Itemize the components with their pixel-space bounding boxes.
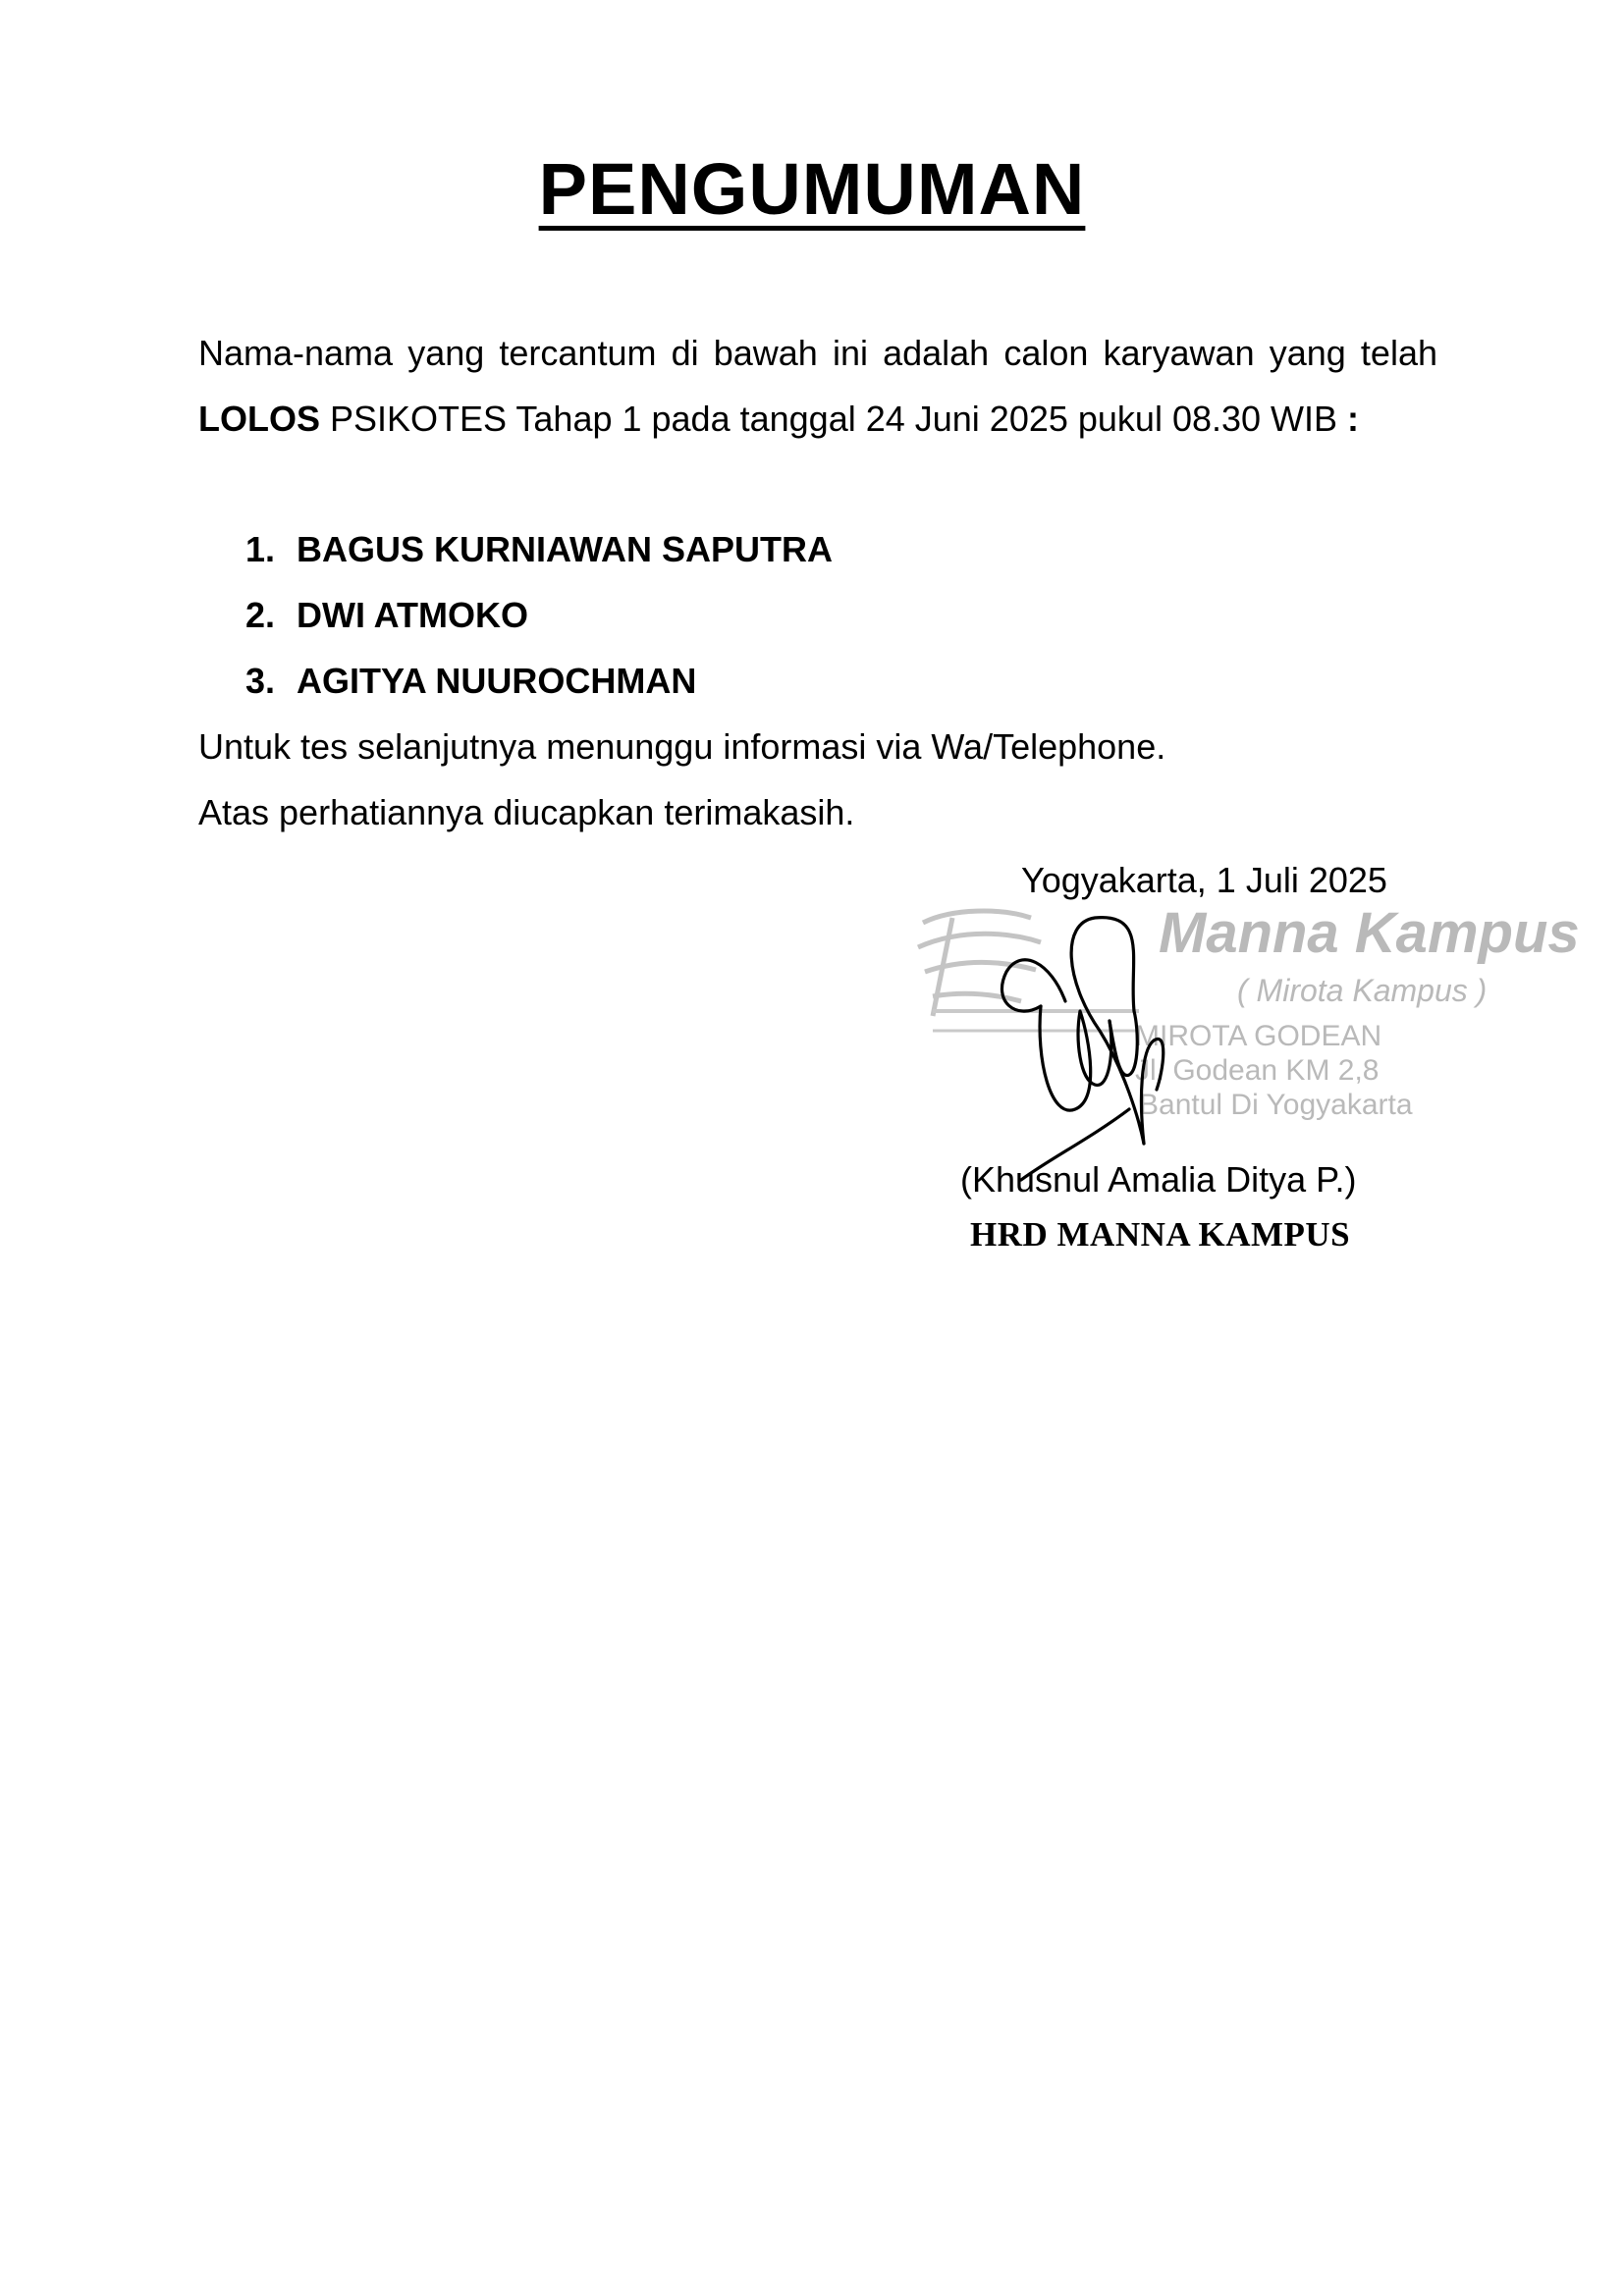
list-item	[245, 516, 833, 582]
stamp-line-2: Jl. Godean KM 2,8	[1135, 1054, 1380, 1087]
title-text: PENGUMUMAN	[538, 148, 1086, 230]
candidate-name: AGITYA NUUROCHMAN	[297, 661, 697, 701]
intro-bold-lolos: LOLOS	[198, 399, 320, 439]
candidate-number: 1.	[245, 529, 276, 569]
list-item	[245, 582, 833, 648]
candidate-name: BAGUS KURNIAWAN SAPUTRA	[297, 529, 834, 569]
candidate-number: 3.	[245, 661, 276, 701]
document-title	[0, 147, 1624, 231]
intro-paragraph	[198, 320, 1437, 452]
signer-name: (Khusnul Amalia Ditya P.)	[960, 1159, 1357, 1200]
stamp-sub-brand: ( Mirota Kampus )	[1237, 973, 1488, 1008]
signer-title: HRD MANNA KAMPUS	[970, 1215, 1351, 1254]
stamp-line-1: MIROTA GODEAN	[1135, 1020, 1382, 1052]
intro-text-2: PSIKOTES Tahap 1 pada tanggal 24 Juni 2025 pukul 08.30 WIB	[320, 399, 1348, 439]
stamp-line-3: Bantul Di Yogyakarta	[1139, 1089, 1413, 1121]
place-date: Yogyakarta, 1 Juli 2025	[1021, 860, 1387, 900]
intro-colon: :	[1347, 399, 1360, 439]
stamp-brand: Manna Kampus	[1159, 901, 1580, 965]
closing-text: Atas perhatiannya diucapkan terimakasih.	[198, 792, 855, 832]
candidate-name: DWI ATMOKO	[297, 595, 528, 635]
intro-text-1: Nama-nama yang tercantum di bawah ini adalah calon karyawan yang telah	[198, 333, 1437, 373]
candidate-number: 2.	[245, 595, 276, 635]
next-info-text: Untuk tes selanjutnya menunggu informasi via Wa/Telephone.	[198, 726, 1166, 767]
list-item	[245, 648, 833, 714]
signature-icon	[982, 903, 1296, 1188]
candidate-list	[245, 516, 833, 714]
